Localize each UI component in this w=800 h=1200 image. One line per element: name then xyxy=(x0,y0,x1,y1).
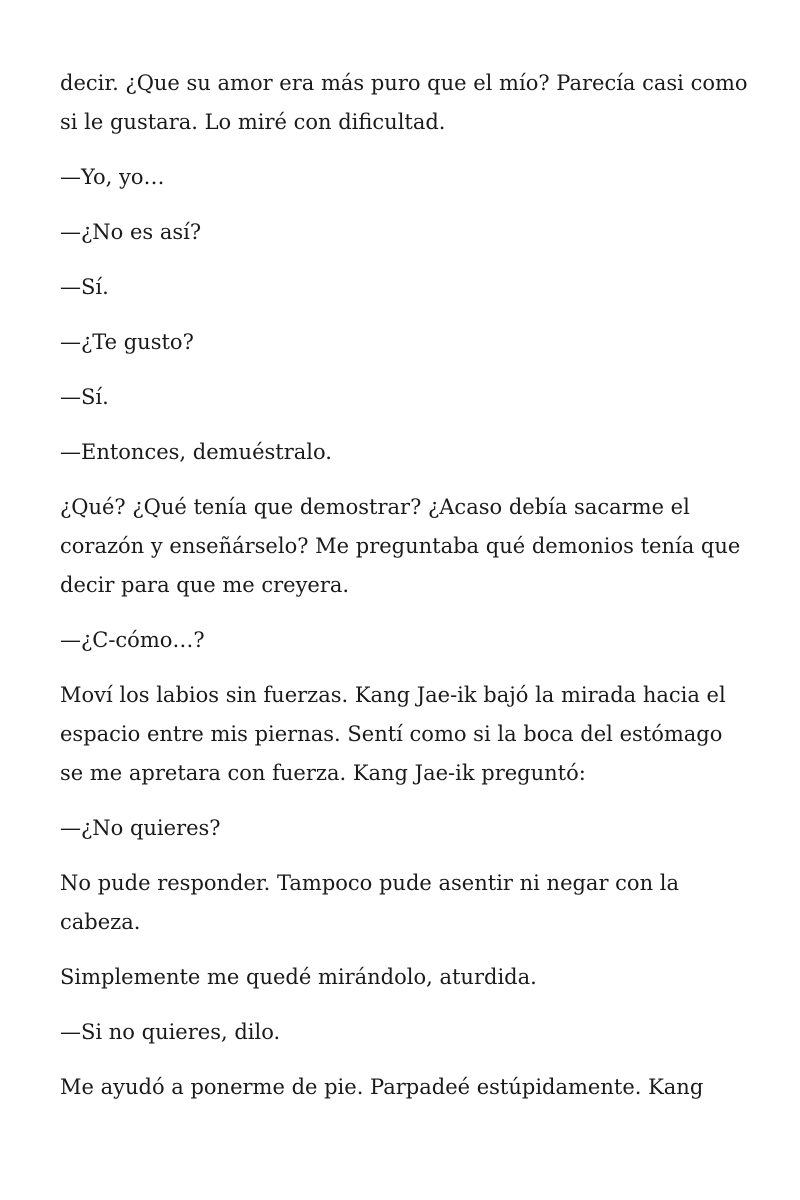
dialogue-line: —Entonces, demuéstralo. xyxy=(60,440,332,464)
dialogue-line: —¿No quieres? xyxy=(60,816,221,840)
paragraph: decir. ¿Que su amor era más puro que el mío? Parecía casi como si le gustara. Lo miré con dificultad. xyxy=(60,71,748,134)
dialogue-line: —¿No es así? xyxy=(60,220,202,244)
paragraph: ¿Qué? ¿Qué tenía que demostrar? ¿Acaso debía sacarme el corazón y enseñárselo? Me preguntaba qué demonios tenía que decir para que me creyera. xyxy=(60,495,741,597)
dialogue-line: —Si no quieres, dilo. xyxy=(60,1020,281,1044)
paragraph: Moví los labios sin fuerzas. Kang Jae-ik bajó la mirada hacia el espacio entre mis piernas. Sentí como si la boca del estómago se me apretara con fuerza. Kang Jae-ik preguntó: xyxy=(60,683,726,785)
paragraph: Me ayudó a ponerme de pie. Parpadeé estúpidamente. Kang xyxy=(60,1075,704,1099)
paragraph: Simplemente me quedé mirándolo, aturdida. xyxy=(60,965,537,989)
dialogue-line: —Sí. xyxy=(60,275,109,299)
paragraph: No pude responder. Tampoco pude asentir ni negar con la cabeza. xyxy=(60,871,680,934)
dialogue-line: —Yo, yo… xyxy=(60,165,165,189)
dialogue-line: —¿Te gusto? xyxy=(60,330,194,354)
dialogue-line: —¿C-cómo…? xyxy=(60,628,205,652)
dialogue-line: —Sí. xyxy=(60,385,109,409)
document-page xyxy=(60,64,750,1123)
